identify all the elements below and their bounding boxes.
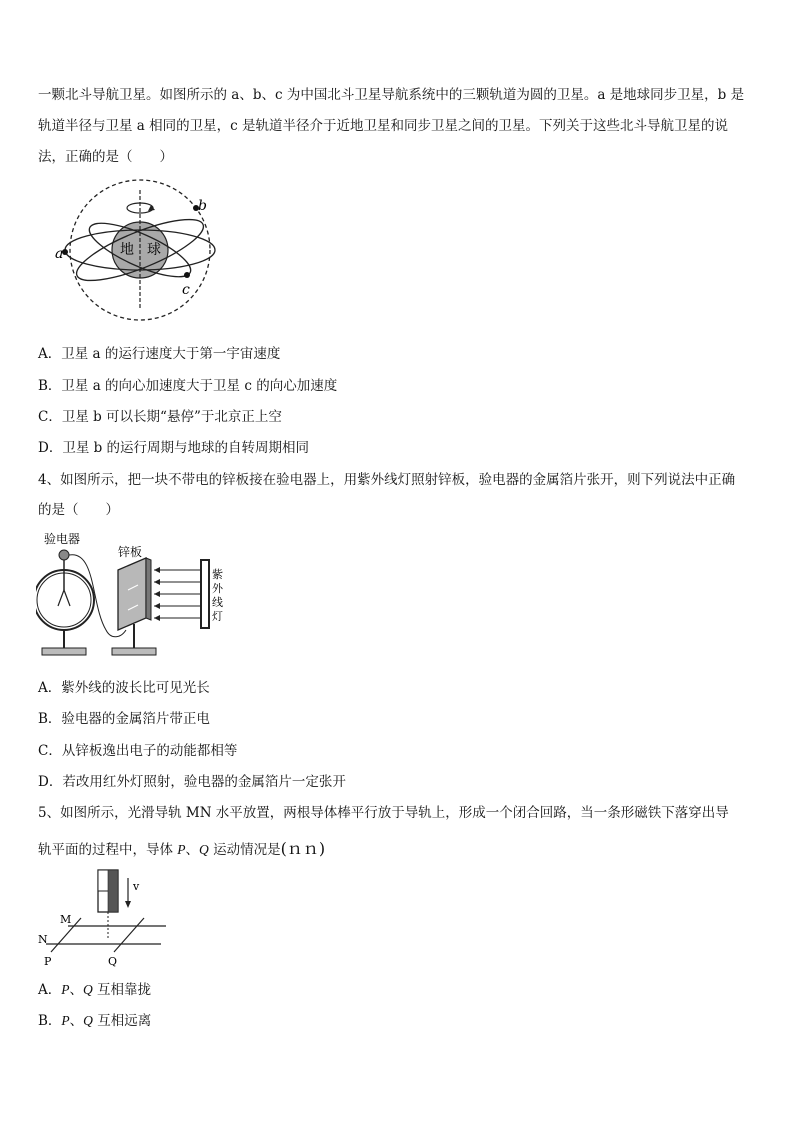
magnet-rail-figure xyxy=(36,868,176,968)
q3-stem-line-1: 一颗北斗导航卫星。如图所示的 a、b、c 为中国北斗卫星导航系统中的三颗轨道为圆的卫星。a 是地球同步卫星，b 是 xyxy=(38,87,745,103)
foil-right xyxy=(64,590,70,606)
electroscope-base xyxy=(42,648,86,655)
q5-stem-line-2-post: 运动情况是 xyxy=(208,842,281,858)
q4-option-b: B．验电器的金属箔片带正电 xyxy=(38,711,210,727)
q4-option-d: D．若改用红外灯照射，验电器的金属箔片一定张开 xyxy=(38,774,346,790)
q5-stem-line-2 xyxy=(38,836,325,859)
earth-char-2: 球 xyxy=(147,242,161,258)
q5-stem-q: Q xyxy=(199,842,209,857)
foil-left xyxy=(58,590,64,606)
electroscope-figure xyxy=(36,530,236,662)
q5-option-b-p: P xyxy=(61,1013,70,1028)
q5-stem-line-1: 5、如图所示，光滑导轨 MN 水平放置，两根导体棒平行放于导轨上，形成一个闭合回路，当一条形磁铁下落穿出导 xyxy=(38,805,729,821)
velocity-arrow-icon xyxy=(125,901,131,908)
q3-stem-line-3: 法，正确的是（ ） xyxy=(38,149,173,165)
conductor-q xyxy=(114,918,144,952)
q5-stem-sep: 、 xyxy=(185,842,200,858)
q5-option-a-prefix: A． xyxy=(38,982,62,998)
uv-arrow-4-icon xyxy=(154,603,160,609)
uv-lamp-char-1: 紫 xyxy=(212,568,223,581)
q5-option-a-p: P xyxy=(61,982,70,997)
rotation-arrowhead-icon xyxy=(148,205,155,211)
uv-arrow-3-icon xyxy=(154,591,160,597)
q4-option-c: C．从锌板逸出电子的动能都相等 xyxy=(38,743,238,759)
uv-lamp-char-2: 外 xyxy=(212,582,223,595)
satellite-c xyxy=(184,272,190,278)
q5-option-a xyxy=(38,978,151,998)
label-q: Q xyxy=(108,955,118,968)
q3-option-a: A．卫星 a 的运行速度大于第一宇宙速度 xyxy=(38,346,281,362)
earth-char-1: 地 xyxy=(120,242,134,258)
q5-stem-line-2-pre: 轨平面的过程中，导体 xyxy=(38,842,178,858)
q5-option-b-sep: 、 xyxy=(69,1013,84,1029)
q3-option-c: C．卫星 b 可以长期“悬停”于北京正上空 xyxy=(38,409,282,425)
label-c: c xyxy=(182,282,190,298)
q5-option-a-q: Q xyxy=(83,982,93,997)
label-n: N xyxy=(38,933,48,946)
q3-option-b: B．卫星 a 的向心加速度大于卫星 c 的向心加速度 xyxy=(38,378,338,394)
q5-option-b-q: Q xyxy=(83,1013,93,1028)
q3-option-d: D．卫星 b 的运行周期与地球的自转周期相同 xyxy=(38,440,310,456)
zinc-plate xyxy=(118,558,146,630)
label-m: M xyxy=(60,913,72,926)
zinc-plate-label: 锌板 xyxy=(118,545,143,559)
uv-arrow-1-icon xyxy=(154,567,160,573)
q4-stem-line-2: 的是（ ） xyxy=(38,502,119,518)
label-p: P xyxy=(44,955,52,968)
electroscope-knob xyxy=(59,550,69,560)
q5-option-a-text: 互相靠拢 xyxy=(92,982,152,998)
label-v: v xyxy=(133,880,140,893)
electroscope-case xyxy=(36,570,94,630)
q5-option-b xyxy=(38,1009,151,1029)
label-a: a xyxy=(55,246,64,262)
zinc-base xyxy=(112,648,156,655)
q5-option-a-sep: 、 xyxy=(69,982,83,998)
uv-lamp xyxy=(201,560,209,628)
uv-arrow-2-icon xyxy=(154,579,160,585)
uv-lamp-char-4: 灯 xyxy=(212,610,223,623)
q5-option-b-prefix: B． xyxy=(38,1013,62,1029)
q3-stem-line-2: 轨道半径与卫星 a 相同的卫星，c 是轨道半径介于近地卫星和同步卫星之间的卫星。下列关于这些北斗导航卫星的说 xyxy=(38,118,728,134)
q5-stem-p: P xyxy=(177,842,186,857)
uv-lamp-char-3: 线 xyxy=(212,596,223,609)
electroscope-label: 验电器 xyxy=(44,532,81,546)
satellite-orbit-figure xyxy=(55,178,220,328)
q5-stem-paren: (ｎｎ) xyxy=(280,839,326,858)
uv-arrow-5-icon xyxy=(154,615,160,621)
q4-option-a: A．紫外线的波长比可见光长 xyxy=(38,680,210,696)
label-b: b xyxy=(198,198,207,214)
zinc-plate-edge xyxy=(146,558,151,620)
magnet-shade xyxy=(108,870,118,912)
q4-stem-line-1: 4、如图所示，把一块不带电的锌板接在验电器上，用紫外线灯照射锌板，验电器的金属箔片张开，则下列说法中正确 xyxy=(38,472,736,488)
q5-option-b-text: 互相远离 xyxy=(92,1013,152,1029)
